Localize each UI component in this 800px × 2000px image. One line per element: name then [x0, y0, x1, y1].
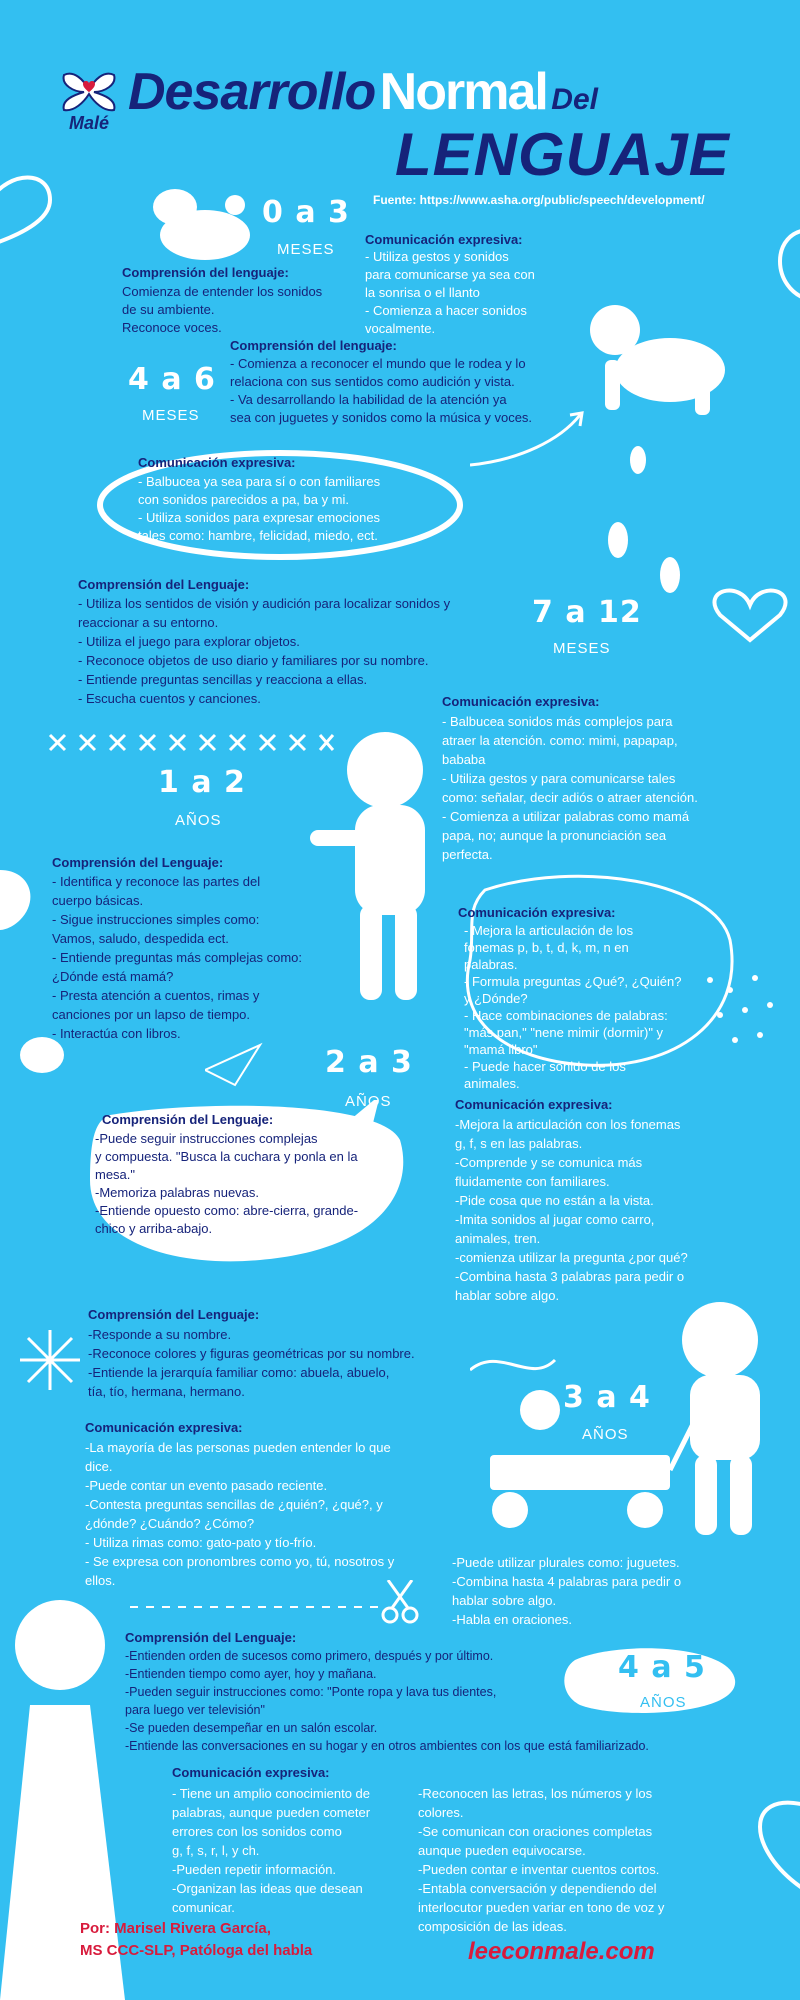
- age-4-6: 4 a 6: [128, 362, 216, 397]
- comprension-text-2-3: -Puede seguir instrucciones complejas y compuesta. "Busca la cuchara y ponla en la mesa." -Memoriza palabras nuevas. -Entiende opuesto como: abre-cierra, grande- chico y arriba-abajo.: [95, 1131, 359, 1236]
- brand-name: Malé: [68, 113, 110, 133]
- comprension-title-1-2: Comprensión del Lenguaje:: [52, 855, 224, 870]
- expresiva-text-1-2: - Mejora la articulación de los fonemas p, b, t, d, k, m, n en palabras. - Formula preguntas ¿Qué?, ¿Quién? y ¿Dónde? - Hace combinaciones de palabras: "más pan," "nene mimir (dormir)" y "mamá libro" - Puede hacer sonido de los animales.: [464, 923, 682, 1091]
- expresiva-text-2-3: -Mejora la articulación con los fonemas g, f, s en las palabras. -Comprende y se comunica más fluidamente con familiares. -Pide cosa que no están a la vista. -Imita sonidos al jugar como carro, animales, tren. -comienza utilizar la pregunta ¿por qué? -Combina hasta 3 palabras para pedir o hablar sobre algo.: [455, 1117, 688, 1303]
- unit-0-3: MESES: [277, 241, 335, 258]
- expresiva-text-3-4-continued: -Puede utilizar plurales como: juguetes. -Combina hasta 4 palabras para pedir o hablar sobre algo. -Habla en oraciones.: [452, 1555, 682, 1627]
- unit-3-4: AÑOS: [582, 1426, 629, 1443]
- comprension-title-0-3: Comprensión del lenguaje:: [122, 265, 289, 280]
- unit-7-12: MESES: [553, 640, 611, 657]
- expresiva-title-7-12: Comunicación expresiva:: [442, 694, 600, 709]
- source-link[interactable]: Fuente: https://www.asha.org/public/speech/development/: [373, 193, 705, 207]
- comprension-text-0-3: Comienza de entender los sonidos de su ambiente. Reconoce voces.: [122, 284, 323, 335]
- baby-sleeping-icon: [135, 185, 255, 265]
- expresiva-text-0-3: - Utiliza gestos y sonidos para comunicarse ya sea con la sonrisa o el llanto - Comienza a hacer sonidos vocalmente.: [365, 249, 535, 336]
- age-2-3: 2 a 3: [325, 1045, 413, 1080]
- comprension-text-1-2: - Identifica y reconoce las partes del cuerpo básicas. - Sigue instrucciones simples como: Vamos, saludo, despedida ect. - Entiende preguntas más complejas como: ¿Dónde está mamá? - Presta atención a cuentos, rimas y canciones por un lapso de tiempo. - Interactúa con libros.: [52, 874, 303, 1041]
- age-7-12: 7 a 12: [532, 595, 642, 630]
- unit-1-2: AÑOS: [175, 812, 222, 829]
- expresiva-text-3-4: -La mayoría de las personas pueden entender lo que dice. -Puede contar un evento pasado reciente. -Contesta preguntas sencillas de ¿quién?, ¿qué?, y ¿dónde? ¿Cuándo? ¿Cómo? - Utiliza rimas como: gato-pato y tío-frío. - Se expresa con pronombres como yo, tú, nosotros y ellos.: [85, 1440, 395, 1588]
- comprension-text-4-5: -Entienden orden de sucesos como primero, después y por último. -Entienden tiempo como ayer, hoy y mañana. -Pueden seguir instrucciones como: "Ponte ropa y lava tus dientes, para luego ver televisión" -Se pueden desempeñar en un salón escolar. -Entiende las conversaciones en su hogar y en otros ambientes con los que está familiarizado.: [125, 1649, 649, 1753]
- toddler-standing-icon: [300, 730, 440, 1010]
- expresiva-text-4-6: - Balbucea ya sea para sí o con familiares con sonidos parecidos a pa, ba y mi. - Utiliza sonidos para expresar emociones tales como: hambre, felicidad, miedo, ect.: [138, 474, 381, 543]
- unit-2-3: AÑOS: [345, 1093, 392, 1110]
- age-3-4: 3 a 4: [563, 1380, 651, 1415]
- paper-plane-icon: [205, 1040, 265, 1090]
- comprension-text-3-4: -Responde a su nombre. -Reconoce colores y figuras geométricas por su nombre. -Entiende la jerarquía familiar como: abuela, abuelo, tía, tío, hermana, hermano.: [88, 1327, 415, 1399]
- expresiva-text-4-5-continued: -Reconocen las letras, los números y los colores. -Se comunican con oraciones completas aunque pueden equivocarse. -Pueden contar e inventar cuentos cortos. -Entabla conversación y dependiendo del interlocutor pueden variar en tono de voz y composición de las ideas.: [418, 1786, 665, 1934]
- author-credit: Por: Marisel Rivera García, MS CCC-SLP, Patóloga del habla: [80, 1920, 313, 1959]
- age-0-3: 0 a 3: [262, 195, 350, 230]
- expresiva-title-0-3: Comunicación expresiva:: [365, 232, 523, 247]
- comprension-text-4-6: - Comienza a reconocer el mundo que le rodea y lo relaciona con sus sentidos como audición y vista. - Va desarrollando la habilidad de la atención ya sea con juguetes y sonidos como la música y voces.: [230, 356, 533, 425]
- child-with-wagon-icon: [465, 1300, 800, 1540]
- website-link[interactable]: leeconmale.com: [468, 1938, 655, 1965]
- age-4-5: 4 a 5: [618, 1650, 706, 1685]
- page-title-main: LENGUAJE: [395, 121, 730, 188]
- decorative-heart-icon: [0, 160, 60, 250]
- decorative-heart-icon: [735, 1790, 800, 1900]
- comprension-title-3-4: Comprensión del Lenguaje:: [88, 1307, 260, 1322]
- dashed-line: [130, 1605, 380, 1609]
- decorative-heart-icon: [770, 220, 800, 310]
- splash-icon: [0, 860, 40, 940]
- title-word-1: Desarrollo: [128, 63, 376, 121]
- expresiva-title-1-2: Comunicación expresiva:: [458, 905, 616, 920]
- unit-4-5: AÑOS: [640, 1694, 687, 1711]
- expresiva-title-2-3: Comunicación expresiva:: [455, 1097, 613, 1112]
- baby-crawling-icon: [575, 300, 735, 420]
- comprension-title-7-12: Comprensión del Lenguaje:: [78, 577, 250, 592]
- expresiva-title-4-5: Comunicación expresiva:: [172, 1765, 330, 1780]
- starburst-icon: [20, 1330, 80, 1390]
- expresiva-title-3-4: Comunicación expresiva:: [85, 1420, 243, 1435]
- comprension-title-4-5: Comprensión del Lenguaje:: [125, 1630, 297, 1645]
- decorative-heart-icon: [700, 580, 800, 650]
- expresiva-title-4-6: Comunicación expresiva:: [138, 455, 296, 470]
- expresiva-text-7-12: - Balbucea sonidos más complejos para atraer la atención. como: mimi, papapap, bababa - Utiliza gestos y para comunicarse tales como: señalar, decir adiós o atraer atención. - Comienza a utilizar palabras como mamá papa, no; aunque la pronunciación sea perfecta.: [442, 714, 698, 862]
- comprension-text-7-12: - Utiliza los sentidos de visión y audición para localizar sonidos y reaccionar a su entorno. - Utiliza el juego para explorar objetos. - Reconoce objetos de uso diario y familiares por su nombre. - Entiende preguntas sencillas y reacciona a ellas. - Escucha cuentos y canciones.: [78, 596, 451, 706]
- expresiva-text-4-5: - Tiene un amplio conocimiento de palabras, aunque pueden cometer errores con los sonidos como g, f, s, r, l, y ch. -Pueden repetir información. -Organizan las ideas que desean comunicar.: [172, 1786, 371, 1915]
- unit-4-6: MESES: [142, 407, 200, 424]
- title-word-3: Del: [551, 83, 598, 116]
- comprension-title-2-3: Comprensión del Lenguaje:: [102, 1112, 274, 1127]
- page-title: [128, 62, 768, 122]
- footprints-icon: [600, 440, 690, 610]
- title-word-2: Normal: [379, 63, 547, 121]
- logo-icon: [59, 70, 119, 112]
- dots-decoration-icon: [700, 970, 780, 1050]
- age-1-2: 1 a 2: [158, 765, 246, 800]
- comprension-title-4-6: Comprensión del lenguaje:: [230, 338, 397, 353]
- crosses-decoration-icon: [45, 730, 335, 756]
- brand-logo[interactable]: [55, 70, 123, 134]
